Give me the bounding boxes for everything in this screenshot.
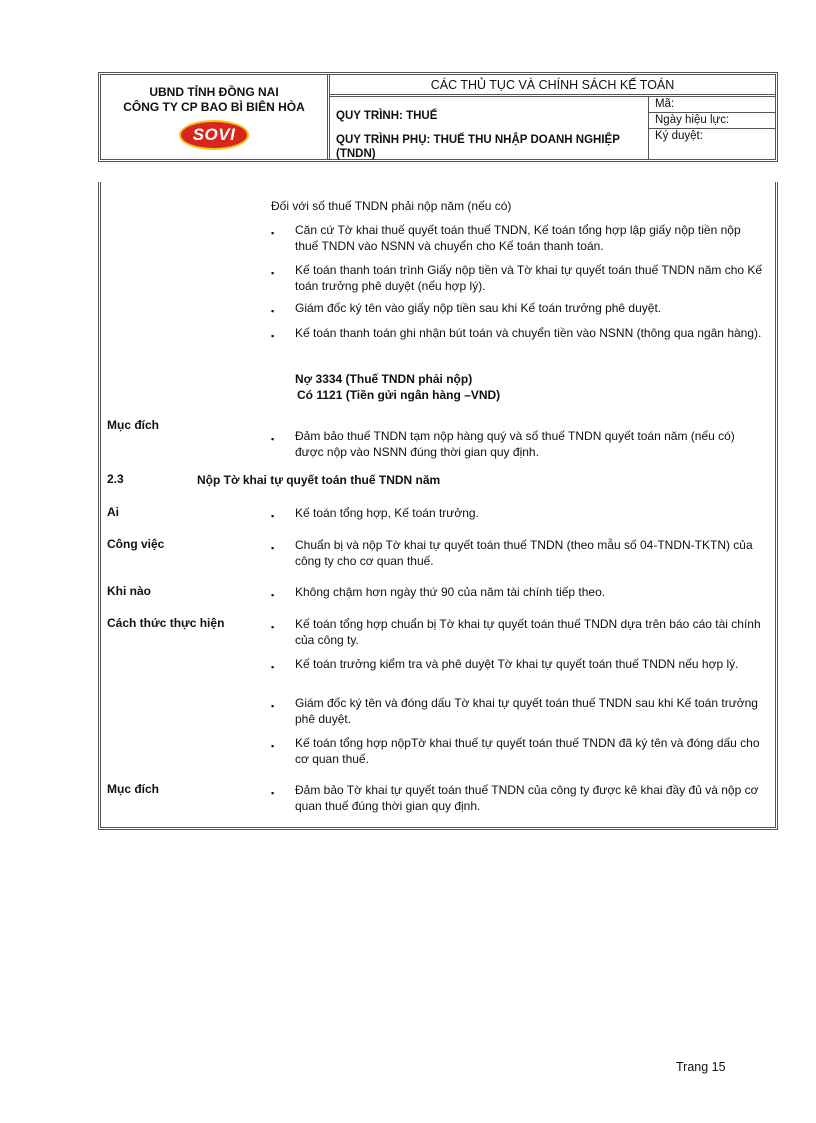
section-number: 2.3 [107, 472, 124, 486]
purpose-text: Đảm bảo Tờ khai tự quyết toán thuế TNDN của công ty được kê khai đầy đủ và nộp cơ quan thuế đúng thời gian quy định. [295, 783, 759, 813]
list-item: Kế toán thanh toán trình Giấy nộp tiền và Tờ khai tự quyết toán thuế TNDN năm cho Kế toán trưởng phê duyệt (nếu hợp lý). [295, 263, 763, 293]
bullet: ▪ [271, 511, 275, 521]
list-item: Giám đốc ký tên vào giấy nộp tiền sau khi Kế toán trưởng phê duyệt. [295, 301, 662, 315]
bullet: ▪ [271, 434, 275, 444]
sub-process-label: QUY TRÌNH PHỤ: THUẾ THU NHẬP DOANH NGHIỆP (TNDN) [336, 134, 620, 160]
bullet: ▪ [271, 543, 275, 553]
bullet: ▪ [271, 741, 275, 751]
header-title: CÁC THỦ TỤC VÀ CHÍNH SÁCH KẾ TOÁN [330, 75, 775, 97]
bullet: ▪ [271, 701, 275, 711]
process-block [330, 97, 648, 159]
work-text: Chuẩn bị và nộp Tờ khai tự quyết toán thuế TNDN (theo mẫu số 04-TNDN-TKTN) của công ty cho cơ quan thuế. [295, 538, 753, 568]
process-label: QUY TRÌNH: THUẾ [336, 110, 438, 122]
org-line-1: UBND TỈNH ĐỒNG NAI [149, 85, 279, 99]
org-line-2: CÔNG TY CP BAO BÌ BIÊN HÒA [123, 100, 305, 114]
page-number: Trang 15 [676, 1060, 726, 1074]
purpose-label: Mục đích [107, 782, 160, 796]
work-label: Công việc [107, 537, 165, 551]
bullet: ▪ [271, 788, 275, 798]
journal-debit: Nợ 3334 (Thuế TNDN phải nộp) [295, 372, 473, 386]
bullet: ▪ [271, 622, 275, 632]
company-block [101, 75, 330, 159]
when-label: Khi nào [107, 584, 151, 598]
who-text: Kế toán tổng hợp, Kế toán trưởng. [295, 506, 479, 520]
meta-block [648, 97, 775, 159]
sovi-logo: SOVI [179, 120, 249, 150]
code-field: Mã: [649, 97, 775, 113]
list-item: Căn cứ Tờ khai thuế quyết toán thuế TNDN, Kế toán tổng hợp lập giấy nộp tiền nộp thuế TNDN vào NSNN và chuyển cho Kế toán thanh toán. [295, 223, 741, 253]
list-item: Kế toán tổng hợp chuẩn bị Tờ khai tự quyết toán thuế TNDN dựa trên báo cáo tài chính của công ty. [295, 617, 761, 647]
bullet: ▪ [271, 228, 275, 238]
how-label: Cách thức thực hiện [107, 616, 225, 630]
list-item: Kế toán trưởng kiểm tra và phê duyệt Tờ khai tự quyết toán thuế TNDN nếu hợp lý. [295, 657, 739, 671]
purpose-label: Mục đích [107, 418, 160, 432]
journal-credit: Có 1121 (Tiền gửi ngân hàng –VND) [297, 388, 501, 402]
bullet: ▪ [271, 331, 275, 341]
document-header [98, 72, 778, 162]
bullet: ▪ [271, 662, 275, 672]
when-text: Không chậm hơn ngày thứ 90 của năm tài chính tiếp theo. [295, 585, 606, 599]
purpose-text: Đảm bảo thuế TNDN tạm nộp hàng quý và số thuế TNDN quyết toán năm (nếu có) được nộp vào NSNN đúng thời gian quy định. [295, 429, 735, 459]
effective-date-field: Ngày hiệu lực: [649, 113, 775, 129]
who-label: Ai [107, 505, 119, 519]
bullet: ▪ [271, 590, 275, 600]
list-item: Giám đốc ký tên và đóng dấu Tờ khai tự quyết toán thuế TNDN sau khi Kế toán trưởng phê duyệt. [295, 696, 758, 726]
approval-field: Ký duyệt: [655, 130, 703, 142]
list-item: Kế toán tổng hợp nộpTờ khai thuế tự quyết toán thuế TNDN đã ký tên và đóng dấu cho cơ quan thuế. [295, 736, 760, 766]
header-info [330, 75, 775, 159]
intro-text: Đối với số thuế TNDN phải nộp năm (nếu có) [271, 199, 512, 213]
bullet: ▪ [271, 268, 275, 278]
list-item: Kế toán thanh toán ghi nhận bút toán và chuyển tiền vào NSNN (thông qua ngân hàng). [295, 326, 762, 340]
bullet: ▪ [271, 306, 275, 316]
section-title: Nộp Tờ khai tự quyết toán thuế TNDN năm [197, 473, 441, 487]
